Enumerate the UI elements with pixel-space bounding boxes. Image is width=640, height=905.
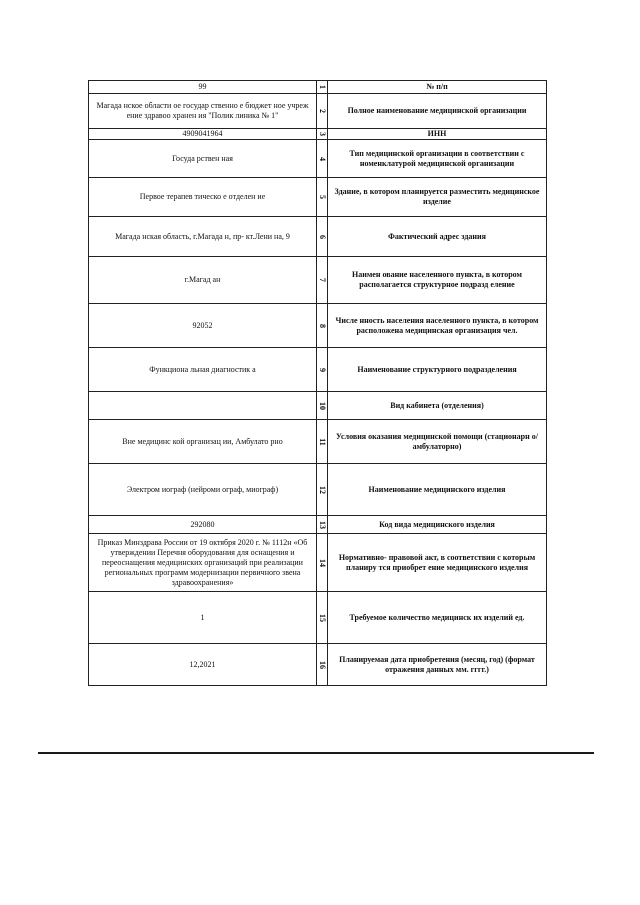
- table-row: [89, 644, 547, 686]
- row-value: 292080: [89, 516, 317, 534]
- table-row: [89, 129, 547, 140]
- table-row: [89, 304, 547, 348]
- table-row: [89, 420, 547, 464]
- row-number: [317, 140, 328, 178]
- row-number: [317, 217, 328, 257]
- table-row: [89, 592, 547, 644]
- row-number: [317, 420, 328, 464]
- row-number: [317, 81, 328, 94]
- medical-equipment-table: [88, 80, 547, 686]
- row-value: 99: [89, 81, 317, 94]
- row-label: Здание, в котором планируется разместить медицинское изделие: [328, 178, 547, 217]
- row-number: [317, 516, 328, 534]
- row-label: ИНН: [328, 129, 547, 140]
- row-number-text: 6: [318, 234, 327, 239]
- table-row: [89, 81, 547, 94]
- row-value: Приказ Минздрава России от 19 октября 2020 г. № 1112н «Об утверждении Перечня оборудования для оснащения и переоснащения медицинских организаций при реализации региональных программ модернизации первичного звена здравоохранения»: [89, 534, 317, 592]
- row-number: [317, 464, 328, 516]
- row-number-text: 12: [318, 485, 327, 494]
- row-number: [317, 534, 328, 592]
- row-number-text: 9: [318, 367, 327, 372]
- row-number: [317, 304, 328, 348]
- row-number-text: 14: [318, 558, 327, 567]
- row-label: Планируемая дата приобретения (месяц, год) (формат отражения данных мм. гггг.): [328, 644, 547, 686]
- table-row: [89, 392, 547, 420]
- table-row: [89, 257, 547, 304]
- row-value: 1: [89, 592, 317, 644]
- table-row: [89, 140, 547, 178]
- row-number: [317, 94, 328, 129]
- table-row: [89, 178, 547, 217]
- row-number-text: 2: [318, 109, 327, 113]
- row-label: Вид кабинета (отделения): [328, 392, 547, 420]
- row-value: [89, 392, 317, 420]
- row-value: Первое терапев тическо е отделен ие: [89, 178, 317, 217]
- row-label: Полное наименование медицинской организации: [328, 94, 547, 129]
- row-number-text: 10: [318, 401, 327, 410]
- row-value: Электром иограф (нейроми огpаф, миограф): [89, 464, 317, 516]
- row-label: Наимен ование населенного пункта, в котором располагается структурное подразд еление: [328, 257, 547, 304]
- row-number: [317, 592, 328, 644]
- row-number: [317, 129, 328, 140]
- row-number-text: 3: [318, 132, 327, 136]
- row-number-text: 13: [318, 520, 327, 529]
- row-label: Код вида медицинского изделия: [328, 516, 547, 534]
- row-value: 92052: [89, 304, 317, 348]
- row-number: [317, 392, 328, 420]
- row-number: [317, 348, 328, 392]
- row-value: г.Магад ан: [89, 257, 317, 304]
- table-row: [89, 348, 547, 392]
- row-label: № п/п: [328, 81, 547, 94]
- row-value: Вне медицинс кой организац ии, Амбулато рно: [89, 420, 317, 464]
- row-value: Магада нское области ое государ ственно е бюджет ное учреж ение здравоо хранен ия "Полик линика № 1": [89, 94, 317, 129]
- row-value: 4909041964: [89, 129, 317, 140]
- table-row: [89, 534, 547, 592]
- row-label: Фактический адрес здания: [328, 217, 547, 257]
- row-label: Тип медицинской организации в соответствии с номенклатурой медицинской организации: [328, 140, 547, 178]
- row-value: Госуда рствен ная: [89, 140, 317, 178]
- row-label: Числе нность населения населенного пункта, в котором расположена медицинская организация чел.: [328, 304, 547, 348]
- row-label: Наименование медицинского изделия: [328, 464, 547, 516]
- table-row: [89, 217, 547, 257]
- row-value: Функциона льная диагностик а: [89, 348, 317, 392]
- row-number-text: 15: [318, 613, 327, 622]
- row-number-text: 7: [318, 278, 327, 282]
- row-number: [317, 644, 328, 686]
- row-number-text: 4: [318, 156, 327, 161]
- row-label: Требуемое количество медицинск их изделий ед.: [328, 592, 547, 644]
- table-row: [89, 94, 547, 129]
- row-label: Наименование структурного подразделения: [328, 348, 547, 392]
- row-number-text: 1: [318, 85, 327, 89]
- row-number-text: 16: [318, 660, 327, 669]
- row-number: [317, 257, 328, 304]
- row-value: 12,2021: [89, 644, 317, 686]
- table-row: [89, 464, 547, 516]
- row-number-text: 11: [318, 437, 327, 446]
- row-label: Нормативно- правовой акт, в соответствии с которым планиру тся приобрет ение медицинского изделия: [328, 534, 547, 592]
- row-number-text: 8: [318, 323, 327, 328]
- row-label: Условия оказания медицинской помощи (стационарн о/амбулаторно): [328, 420, 547, 464]
- row-value: Магада нская область, г.Магада н, пр- кт.Лени на, 9: [89, 217, 317, 257]
- table-row: [89, 516, 547, 534]
- row-number-text: 5: [318, 195, 327, 199]
- horizontal-divider: [38, 752, 594, 754]
- row-number: [317, 178, 328, 217]
